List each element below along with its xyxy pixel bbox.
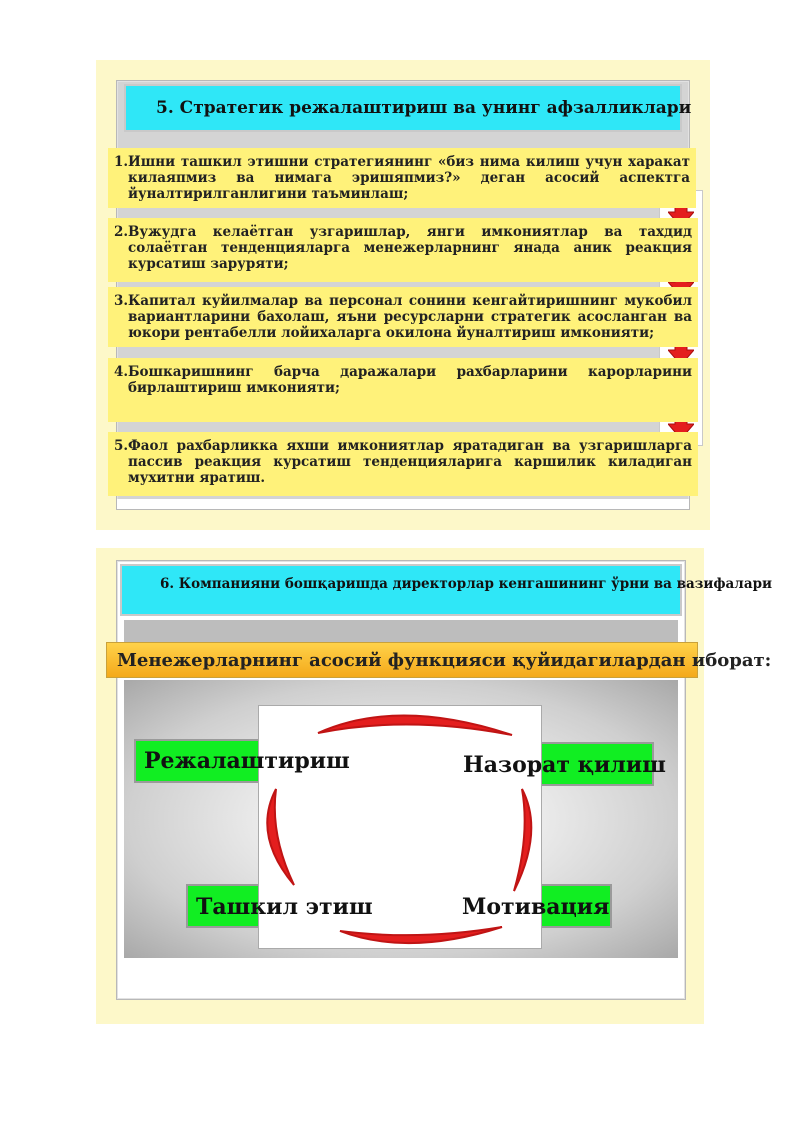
item-text: Вужудга келаётган узгаришлар, янги имкониятлар ва тахдид солаётган тенденцияларга менежерларнинг янада аник реакция курсатиш заруряти; bbox=[128, 224, 692, 272]
item-text: Бошкаришнинг барча даражалари рахбарларини карорларини бирлаштириш имконияти; bbox=[128, 364, 692, 396]
functions-banner bbox=[106, 642, 772, 678]
strategy-item-1 bbox=[108, 148, 696, 208]
strategy-item-4 bbox=[108, 358, 698, 422]
slide-1-title-bar bbox=[124, 84, 692, 132]
item-number: 1. bbox=[114, 154, 129, 170]
slide-2-title-bar bbox=[120, 564, 773, 616]
item-number: 2. bbox=[114, 224, 129, 240]
slide-2-gray-band bbox=[124, 620, 678, 642]
item-number: 4. bbox=[114, 364, 129, 380]
function-motivation: Мотивация bbox=[462, 894, 610, 920]
strategy-item-2 bbox=[108, 218, 698, 282]
item-text: Ишни ташкил этишни стратегиянинг «биз нима килиш учун харакат килаяпмиз ва нимага эришяпмиз?» деган асосий аспектга йуналтирилганлигини таъминлаш; bbox=[128, 154, 690, 202]
item-number: 3. bbox=[114, 293, 129, 309]
functions-banner-text: Менежерларнинг асосий функцияси қуйидагилардан иборат: bbox=[117, 649, 772, 671]
strategy-item-5 bbox=[108, 432, 698, 496]
item-text: Фаол рахбарликка яхши имкониятлар яратадиган ва узгаришларга пассив реакция курсатиш тенденцияларига каршилик киладиган мухитни яратиш. bbox=[128, 438, 692, 486]
cycle-arc-left bbox=[267, 789, 294, 885]
cycle-arc-top bbox=[318, 715, 512, 735]
function-control: Назорат қилиш bbox=[463, 752, 666, 778]
function-organizing: Ташкил этиш bbox=[196, 894, 373, 920]
strategy-item-3 bbox=[108, 287, 698, 347]
cycle-arc-bottom bbox=[340, 927, 502, 943]
cycle-arc-right bbox=[514, 789, 531, 891]
slide-1-bottom-strip bbox=[117, 499, 689, 509]
item-text: Капитал куйилмалар ва персонал сонини кенгайтиришнинг мукобил вариантларини бахолаш, яъни ресурсларни стратегик асосланган ва юкори рентабелли лойихаларга окилона йуналтириш имконияти; bbox=[128, 293, 692, 341]
function-planning: Режалаштириш bbox=[144, 748, 350, 774]
slide-2-title: 6. Компанияни бошқаришда директорлар кенгашининг ўрни ва вазифалари bbox=[160, 576, 773, 592]
item-number: 5. bbox=[114, 438, 129, 454]
slide-1-title: 5. Стратегик режалаштириш ва унинг афзалликлари bbox=[156, 98, 692, 118]
